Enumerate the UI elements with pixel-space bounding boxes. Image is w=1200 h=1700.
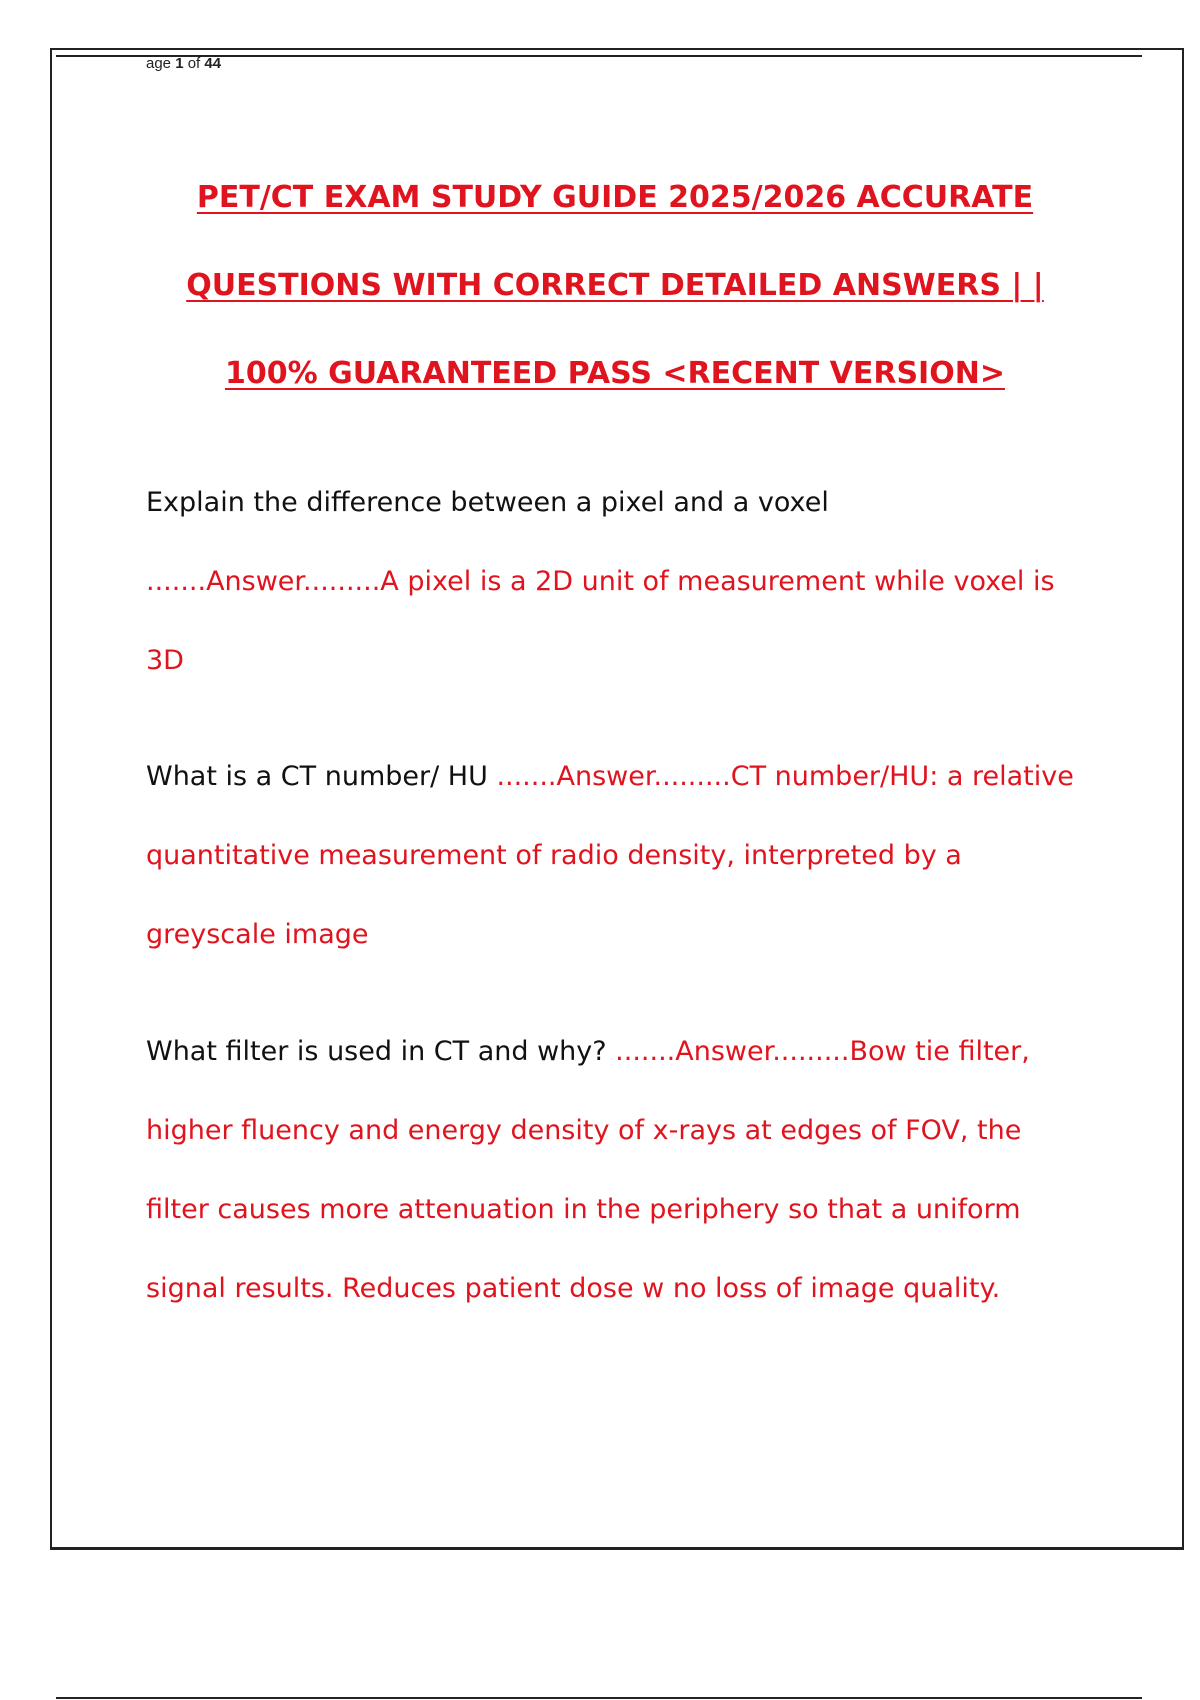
qa-item	[146, 463, 1086, 700]
footer-rule	[56, 1697, 1142, 1699]
title-line-2: QUESTIONS WITH CORRECT DETAILED ANSWERS | |	[186, 268, 1044, 303]
page-current: 1	[175, 55, 184, 72]
qa-item	[146, 737, 1086, 974]
title-line-1: PET/CT EXAM STUDY GUIDE 2025/2026 ACCURATE	[196, 180, 1034, 215]
question-text: What filter is used in CT and why?	[146, 1036, 616, 1067]
answer-text: .......Answer.........Bow tie filter, higher fluency and energy density of x-rays at edges of FOV, the filter causes more attenuation in the periphery so that a uniform signal results. Reduces patient dose w no loss of image quality.	[146, 1036, 1030, 1304]
page-total: 44	[204, 55, 222, 72]
page-prefix: age	[146, 55, 176, 72]
answer-text: .......Answer.........CT number/HU: a relative quantitative measurement of radio density, interpreted by a greyscale image	[146, 761, 1074, 950]
page-of: of	[183, 55, 205, 72]
title-line-3: 100% GUARANTEED PASS <RECENT VERSION>	[225, 356, 1005, 391]
qa-item	[146, 1012, 1086, 1328]
page-number	[146, 55, 221, 73]
question-text: Explain the difference between a pixel and a voxel	[146, 487, 829, 518]
answer-text: .......Answer.........A pixel is a 2D unit of measurement while voxel is 3D	[146, 566, 1055, 676]
question-text: What is a CT number/ HU	[146, 761, 497, 792]
